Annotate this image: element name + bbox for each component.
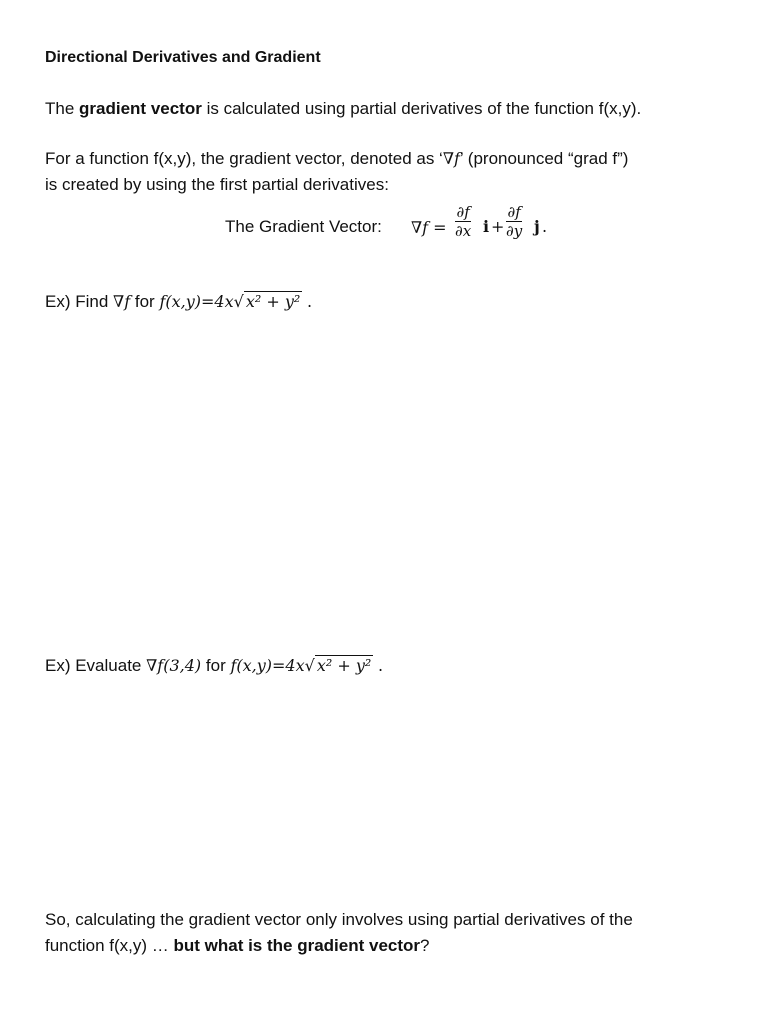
intro-bold: gradient vector	[79, 99, 202, 118]
definition-line-1	[45, 149, 628, 169]
page-title: Directional Derivatives and Gradient	[45, 49, 321, 66]
example-1-symbol: ∇f	[113, 292, 131, 311]
closing-post: ?	[420, 936, 430, 955]
intro-paragraph	[45, 99, 641, 119]
nabla-f-symbol: ∇f	[442, 149, 460, 168]
example-evaluate	[45, 656, 383, 676]
example-2-prefix: Ex) Evaluate	[45, 656, 142, 675]
closing-bold: but what is the gradient vector	[173, 936, 421, 955]
definition-post: ’ (pronounced “grad f”)	[459, 149, 629, 168]
fraction-2-numerator: ∂f	[507, 203, 521, 221]
example-2-radicand: x² + y²	[316, 656, 372, 675]
fraction-df-dx	[455, 203, 471, 240]
fraction-2-denominator: ∂y	[506, 222, 523, 240]
example-find	[45, 292, 312, 312]
radical-sign: √	[233, 292, 244, 311]
fraction-1-numerator: ∂f	[456, 203, 470, 221]
fraction-df-dy	[506, 203, 522, 240]
gradient-formula	[225, 200, 565, 260]
formula-label: The Gradient Vector:	[225, 217, 382, 236]
definition-line-2: is created by using the first partial derivatives:	[45, 175, 389, 194]
example-2-period: .	[378, 656, 384, 675]
example-1-word: for	[134, 292, 155, 311]
formula-period: .	[542, 217, 548, 236]
example-2-word: for	[205, 656, 226, 675]
unit-vector-i: i	[483, 217, 490, 236]
example-1-function: f(x,y)=4x	[159, 292, 234, 311]
unit-vector-j: j	[534, 217, 540, 236]
closing-line-1: So, calculating the gradient vector only involves using partial derivatives of the	[45, 910, 633, 929]
radical-sign: √	[304, 656, 315, 675]
formula-plus: +	[491, 217, 505, 236]
example-1-period: .	[307, 292, 313, 311]
closing-pre: function f(x,y) …	[45, 936, 174, 955]
example-2-symbol: ∇f(3,4)	[146, 656, 202, 675]
intro-pre: The	[45, 99, 80, 118]
closing-line-2	[45, 936, 430, 956]
formula-lhs: ∇f =	[411, 218, 447, 237]
fraction-1-denominator: ∂x	[455, 222, 472, 240]
example-2-function: f(x,y)=4x	[230, 656, 305, 675]
example-1-prefix: Ex) Find	[45, 292, 109, 311]
definition-pre: For a function f(x,y), the gradient vector, denoted as ‘	[45, 149, 443, 168]
intro-post: is calculated using partial derivatives of the function f(x,y).	[201, 99, 642, 118]
example-1-radicand: x² + y²	[245, 292, 301, 311]
